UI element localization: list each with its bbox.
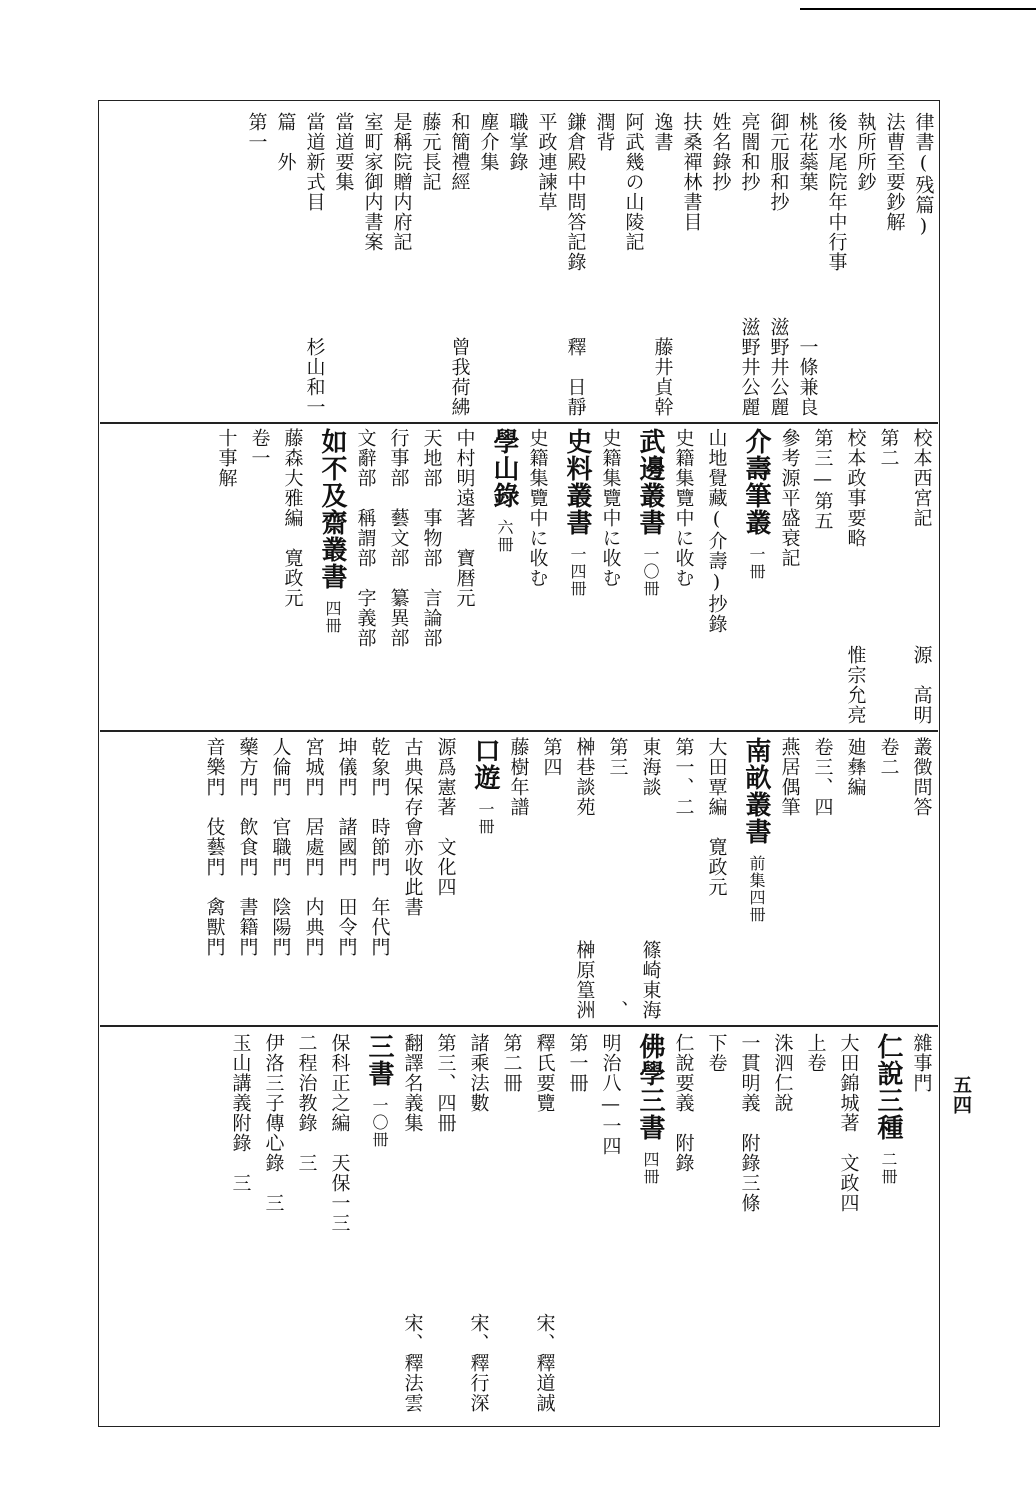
entry-column [767, 1033, 797, 1413]
entry-column [701, 428, 731, 725]
band-1 [100, 112, 938, 417]
entry-title: 阿武幾の山陵記 [622, 112, 645, 252]
collection-title-column [489, 428, 519, 725]
entry-column [873, 737, 903, 1020]
entry-column [415, 112, 445, 417]
entry-author: 曾我荷紼 [448, 337, 471, 417]
collection-title: 武邊叢書 [635, 428, 665, 536]
entry-author: 榊原篁洲 [573, 940, 596, 1020]
entry-title: 塵介集 [477, 112, 500, 172]
entry-column [324, 1033, 354, 1413]
entry-column [331, 737, 361, 1020]
entry-column [807, 428, 837, 725]
entry-title: 和簡禮經 [448, 112, 471, 192]
entry-author: 滋野井公麗 [767, 317, 790, 417]
volume-count: 四冊 [323, 600, 342, 634]
entry-column [397, 1033, 427, 1413]
entry-text: 史籍集覽中に收む [526, 428, 549, 588]
entry-column [531, 112, 561, 417]
entry-text: 文辭部 稱謂部 字義部 [354, 428, 377, 648]
entry-title: 是稱院贈内府記 [390, 112, 413, 252]
entry-column [463, 1033, 493, 1413]
entry-title: 平政連諫草 [535, 112, 558, 212]
entry-column [562, 1033, 592, 1413]
entry-title: 逸書 [651, 112, 674, 152]
entry-title: 藤元長記 [419, 112, 442, 192]
collection-title-column [562, 428, 592, 725]
entry-text: 藤森大雅編 寛政元 [281, 428, 304, 608]
entry-title: 執所所鈔 [854, 112, 877, 192]
entry-author: 釋 日靜 [564, 337, 587, 417]
entry-author: 宋、釋道誠 [533, 1313, 556, 1413]
entry-author: 宋、釋法雲 [401, 1313, 424, 1413]
entry-text: 明治八—一四 [599, 1033, 622, 1156]
entry-column [529, 1033, 559, 1413]
entry-column [350, 428, 380, 725]
entry-column [449, 428, 479, 725]
entry-column [225, 1033, 255, 1413]
entry-text: 第一冊 [566, 1033, 589, 1093]
entry-column [496, 1033, 526, 1413]
entry-column [364, 737, 394, 1020]
entry-column [668, 737, 698, 1020]
entry-column [383, 428, 413, 725]
entry-text: 山地覺藏(介壽)抄錄 [705, 428, 728, 634]
entry-author: 宋、釋行深 [467, 1313, 490, 1413]
volume-count: 一冊 [747, 546, 766, 580]
entry-title: 鎌倉殿中問答記錄 [564, 112, 587, 272]
entry-column [774, 737, 804, 1020]
entry-column [299, 112, 329, 417]
entry-title: 御元服和抄 [767, 112, 790, 212]
entry-column [840, 428, 870, 725]
collection-title-column [635, 428, 665, 725]
entry-title: 當道要集 [332, 112, 355, 192]
entry-column [416, 428, 446, 725]
entry-column [397, 737, 427, 1020]
entry-column [668, 428, 698, 725]
collection-title: 學山錄 [489, 428, 519, 509]
entry-title: 當道新式目 [303, 112, 326, 212]
entry-text: 第三 [606, 737, 629, 777]
entry-column [244, 428, 274, 725]
entry-text: 參考源平盛衰記 [778, 428, 801, 568]
entry-column [430, 737, 460, 1020]
entry-column [502, 112, 532, 417]
entry-text: 東海談 [639, 737, 662, 797]
entry-author: 杉山和一 [303, 337, 326, 417]
entry-column [618, 112, 648, 417]
entry-text: 音樂門 伎藝門 禽獸門 [203, 737, 226, 957]
entry-title: 室町家御内書案 [361, 112, 384, 252]
entry-column [850, 112, 880, 417]
entry-text: 第三—第五 [811, 428, 834, 531]
entry-text: 行事部 藝文部 纂異部 [387, 428, 410, 648]
band-4 [100, 1033, 938, 1413]
top-rule [800, 8, 1036, 10]
entry-text: 二程治教錄 三 [295, 1033, 318, 1173]
entry-text: 上卷 [804, 1033, 827, 1073]
collection-title: 介壽筆叢 [741, 428, 771, 536]
entry-column [906, 1033, 936, 1413]
entry-text: 卷二 [877, 737, 900, 777]
entry-title: 法曹至要鈔解 [883, 112, 906, 232]
entry-text: 大田覃編 寛政元 [705, 737, 728, 897]
entry-text: 下卷 [705, 1033, 728, 1073]
entry-title: 潤背 [593, 112, 616, 152]
entry-author: 一條兼良 [796, 337, 819, 417]
entry-title: 姓名錄抄 [709, 112, 732, 192]
entry-author: 滋野井公麗 [738, 317, 761, 417]
entry-column [635, 737, 665, 1020]
entry-column [833, 1033, 863, 1413]
entry-author: 源 高明 [910, 645, 933, 725]
collection-title: 仁說三種 [873, 1033, 903, 1141]
entry-column [908, 112, 938, 417]
entry-column [676, 112, 706, 417]
entry-column [569, 737, 599, 1020]
entry-column [503, 737, 533, 1020]
entry-text: 史籍集覽中に收む [599, 428, 622, 588]
entry-column [800, 1033, 830, 1413]
entry-text: 玉山講義附錄 三 [229, 1033, 252, 1193]
entry-column [840, 737, 870, 1020]
collection-title-column [364, 1033, 394, 1413]
volume-count: 一四冊 [568, 546, 587, 597]
entry-column [211, 428, 241, 725]
entry-text: 源爲憲著 文化四 [434, 737, 457, 897]
entry-column [473, 112, 503, 417]
entry-column [763, 112, 793, 417]
entry-author: 藤井貞幹 [651, 337, 674, 417]
entry-column [906, 428, 936, 725]
collection-title-column [873, 1033, 903, 1413]
entry-column [595, 428, 625, 725]
entry-text: 大田錦城著 文政四 [837, 1033, 860, 1213]
entry-title: 律書(残篇) [912, 112, 935, 238]
entry-title: 亮闇和抄 [738, 112, 761, 192]
divider-2 [100, 730, 938, 732]
volume-count: 一〇冊 [370, 1097, 389, 1148]
entry-text: 乾象門 時節門 年代門 [368, 737, 391, 957]
entry-column [595, 1033, 625, 1413]
entry-title: 後水尾院年中行事 [825, 112, 848, 272]
entry-text: 第四 [540, 737, 563, 777]
entry-text: 宮城門 居處門 内典門 [302, 737, 325, 957]
collection-title: 三書 [364, 1033, 394, 1087]
entry-column [386, 112, 416, 417]
entry-text: 燕居偶筆 [778, 737, 801, 817]
divider-3 [100, 1025, 938, 1027]
entry-column [701, 1033, 731, 1413]
entry-column [734, 1033, 764, 1413]
entry-title: 篇 外 [274, 112, 297, 172]
collection-title: 史料叢書 [562, 428, 592, 536]
collection-title-column [635, 1033, 665, 1413]
entry-text: 第二冊 [500, 1033, 523, 1093]
entry-author: 、 [606, 1000, 629, 1020]
collection-title: 口遊 [470, 737, 500, 791]
entry-column [560, 112, 590, 417]
entry-column [807, 737, 837, 1020]
entry-column [328, 112, 358, 417]
entry-title: 第一 [245, 112, 268, 152]
entry-column [258, 1033, 288, 1413]
entry-text: 藥方門 飲食門 書籍門 [236, 737, 259, 957]
entry-column [199, 737, 229, 1020]
entry-column [241, 112, 271, 417]
entry-text: 人倫門 官職門 陰陽門 [269, 737, 292, 957]
entry-column [444, 112, 474, 417]
entry-text: 諸乘法數 [467, 1033, 490, 1113]
band-2 [100, 428, 938, 725]
entry-text: 第一、二 [672, 737, 695, 817]
entry-column [705, 112, 735, 417]
collection-title-column [741, 428, 771, 725]
entry-column [701, 737, 731, 1020]
collection-title-column [741, 737, 771, 1020]
entry-column [879, 112, 909, 417]
page-number: 五四 [950, 1075, 972, 1115]
entry-text: 釋氏要覽 [533, 1033, 556, 1113]
entry-column [602, 737, 632, 1020]
entry-text: 第三、四冊 [434, 1033, 457, 1133]
collection-title-column [317, 428, 347, 725]
volume-count: 二冊 [879, 1151, 898, 1185]
entry-author: 篠崎東海 [639, 940, 662, 1020]
entry-text: 史籍集覽中に收む [672, 428, 695, 588]
entry-text: 坤儀門 諸國門 田令門 [335, 737, 358, 957]
entry-text: 藤樹年譜 [507, 737, 530, 817]
entry-column [265, 737, 295, 1020]
entry-column [270, 112, 300, 417]
volume-count: 六冊 [495, 519, 514, 553]
entry-column [430, 1033, 460, 1413]
divider-1 [100, 422, 938, 424]
entry-text: 天地部 事物部 言論部 [420, 428, 443, 648]
entry-text: 廸彝編 [844, 737, 867, 797]
entry-column [291, 1033, 321, 1413]
entry-text: 古典保存會亦收此書 [401, 737, 424, 917]
entry-text: 仁說要義 附錄 [672, 1033, 695, 1173]
entry-text: 翻譯名義集 [401, 1033, 424, 1133]
band-3 [100, 737, 938, 1020]
entry-text: 保科正之編 天保一三 [328, 1033, 351, 1233]
entry-text: 一貫明義 附錄三條 [738, 1033, 761, 1213]
collection-title: 南畝叢書 [741, 737, 771, 845]
entry-title: 扶桑禪林書目 [680, 112, 703, 232]
entry-text: 雜事門 [910, 1033, 933, 1093]
entry-title: 職掌錄 [506, 112, 529, 172]
entry-text: 叢徴問答 [910, 737, 933, 817]
collection-title: 佛學三書 [635, 1033, 665, 1141]
entry-column [873, 428, 903, 725]
entry-text: 中村明遠著 寶暦元 [453, 428, 476, 608]
volume-count: 一〇冊 [641, 546, 660, 597]
collection-title: 如不及齋叢書 [317, 428, 347, 590]
entry-column [774, 428, 804, 725]
entry-column [298, 737, 328, 1020]
entry-column [906, 737, 936, 1020]
entry-text: 洙泗仁說 [771, 1033, 794, 1113]
entry-column [647, 112, 677, 417]
entry-column [734, 112, 764, 417]
volume-count: 一冊 [476, 801, 495, 835]
entry-column [357, 112, 387, 417]
entry-text: 卷一 [248, 428, 271, 468]
entry-column [277, 428, 307, 725]
entry-author: 惟宗允亮 [844, 645, 867, 725]
entry-column [522, 428, 552, 725]
entry-column [589, 112, 619, 417]
entry-text: 十事解 [215, 428, 238, 488]
entry-text: 榊巷談苑 [573, 737, 596, 817]
volume-count: 前集四冊 [747, 855, 766, 923]
entry-column [792, 112, 822, 417]
entry-column [821, 112, 851, 417]
entry-title: 桃花蘂葉 [796, 112, 819, 192]
entry-text: 第二 [877, 428, 900, 468]
entry-column [668, 1033, 698, 1413]
entry-text: 校本西宮記 [910, 428, 933, 528]
entry-column [536, 737, 566, 1020]
entry-text: 卷三、四 [811, 737, 834, 817]
entry-text: 校本政事要略 [844, 428, 867, 548]
entry-text: 伊洛三子傳心錄 三 [262, 1033, 285, 1213]
collection-title-column [470, 737, 500, 1020]
volume-count: 四冊 [641, 1151, 660, 1185]
entry-column [232, 737, 262, 1020]
